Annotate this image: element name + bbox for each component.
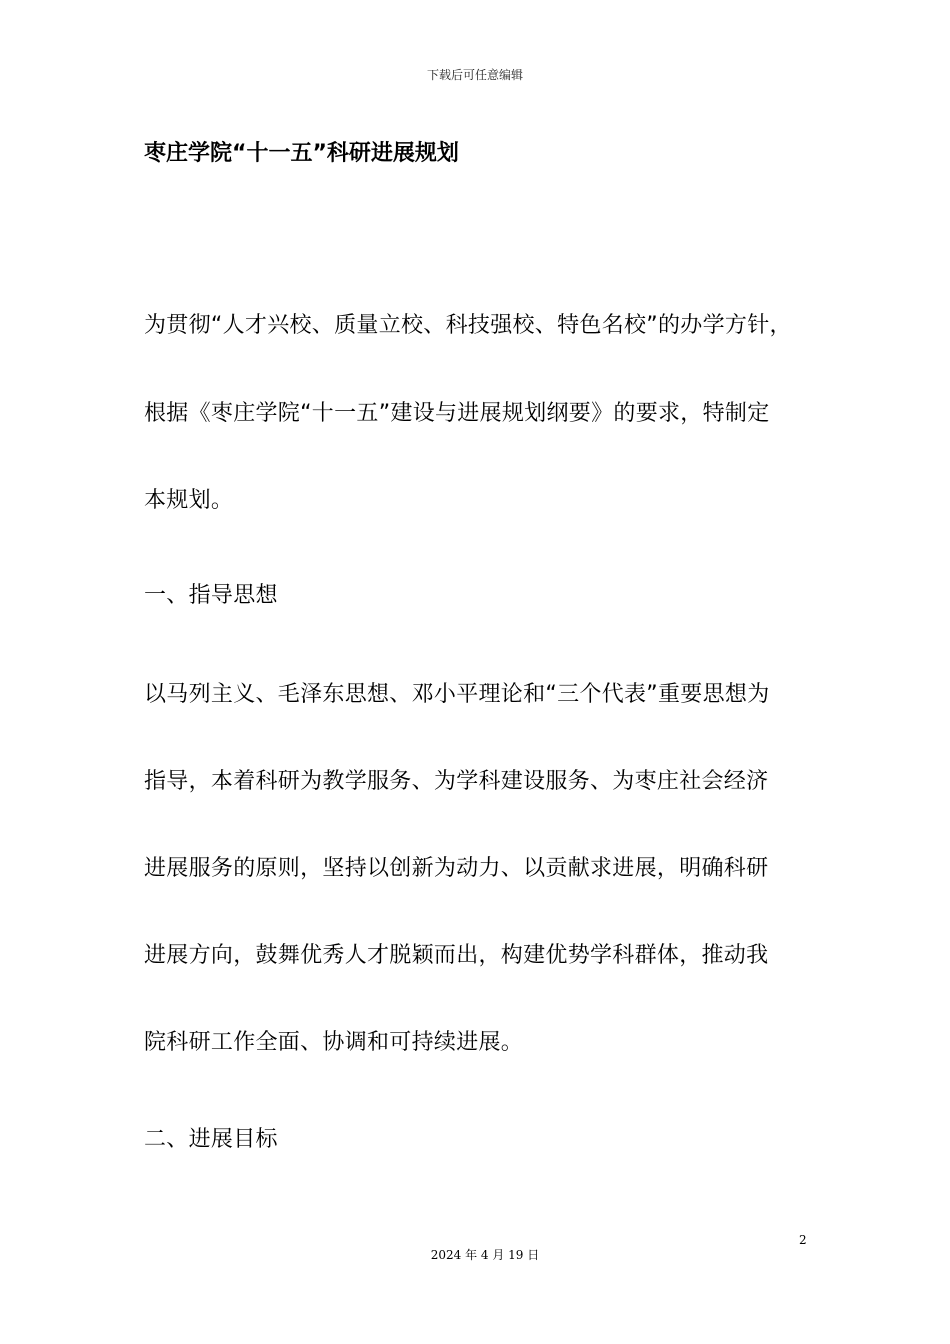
footer-date: 2024 年 4 月 19 日 [430,1248,540,1262]
body-line: 进展方向，鼓舞优秀人才脱颖而出，构建优势学科群体，推动我 [144,943,769,968]
section-heading-development-goals: 二、进展目标 [144,1127,278,1152]
body-line: 院科研工作全面、协调和可持续进展。 [144,1030,524,1055]
body-line: 指导，本着科研为教学服务、为学科建设服务、为枣庄社会经济 [144,769,769,794]
body-line: 本规划。 [144,488,234,513]
document-title: 枣庄学院“十一五”科研进展规划 [144,141,459,166]
page-number: 2 [799,1233,807,1247]
section-heading-guiding-ideology: 一、指导思想 [144,583,278,608]
header-note: 下载后可任意编辑 [426,68,523,82]
body-line: 进展服务的原则，坚持以创新为动力、以贡献求进展，明确科研 [144,856,769,881]
body-line: 以马列主义、毛泽东思想、邓小平理论和“三个代表”重要思想为 [144,682,770,707]
body-line: 根据《枣庄学院“十一五”建设与进展规划纲要》的要求，特制定 [144,401,770,426]
body-line: 为贯彻“人才兴校、质量立校、科技强校、特色名校”的办学方针， [144,313,792,338]
